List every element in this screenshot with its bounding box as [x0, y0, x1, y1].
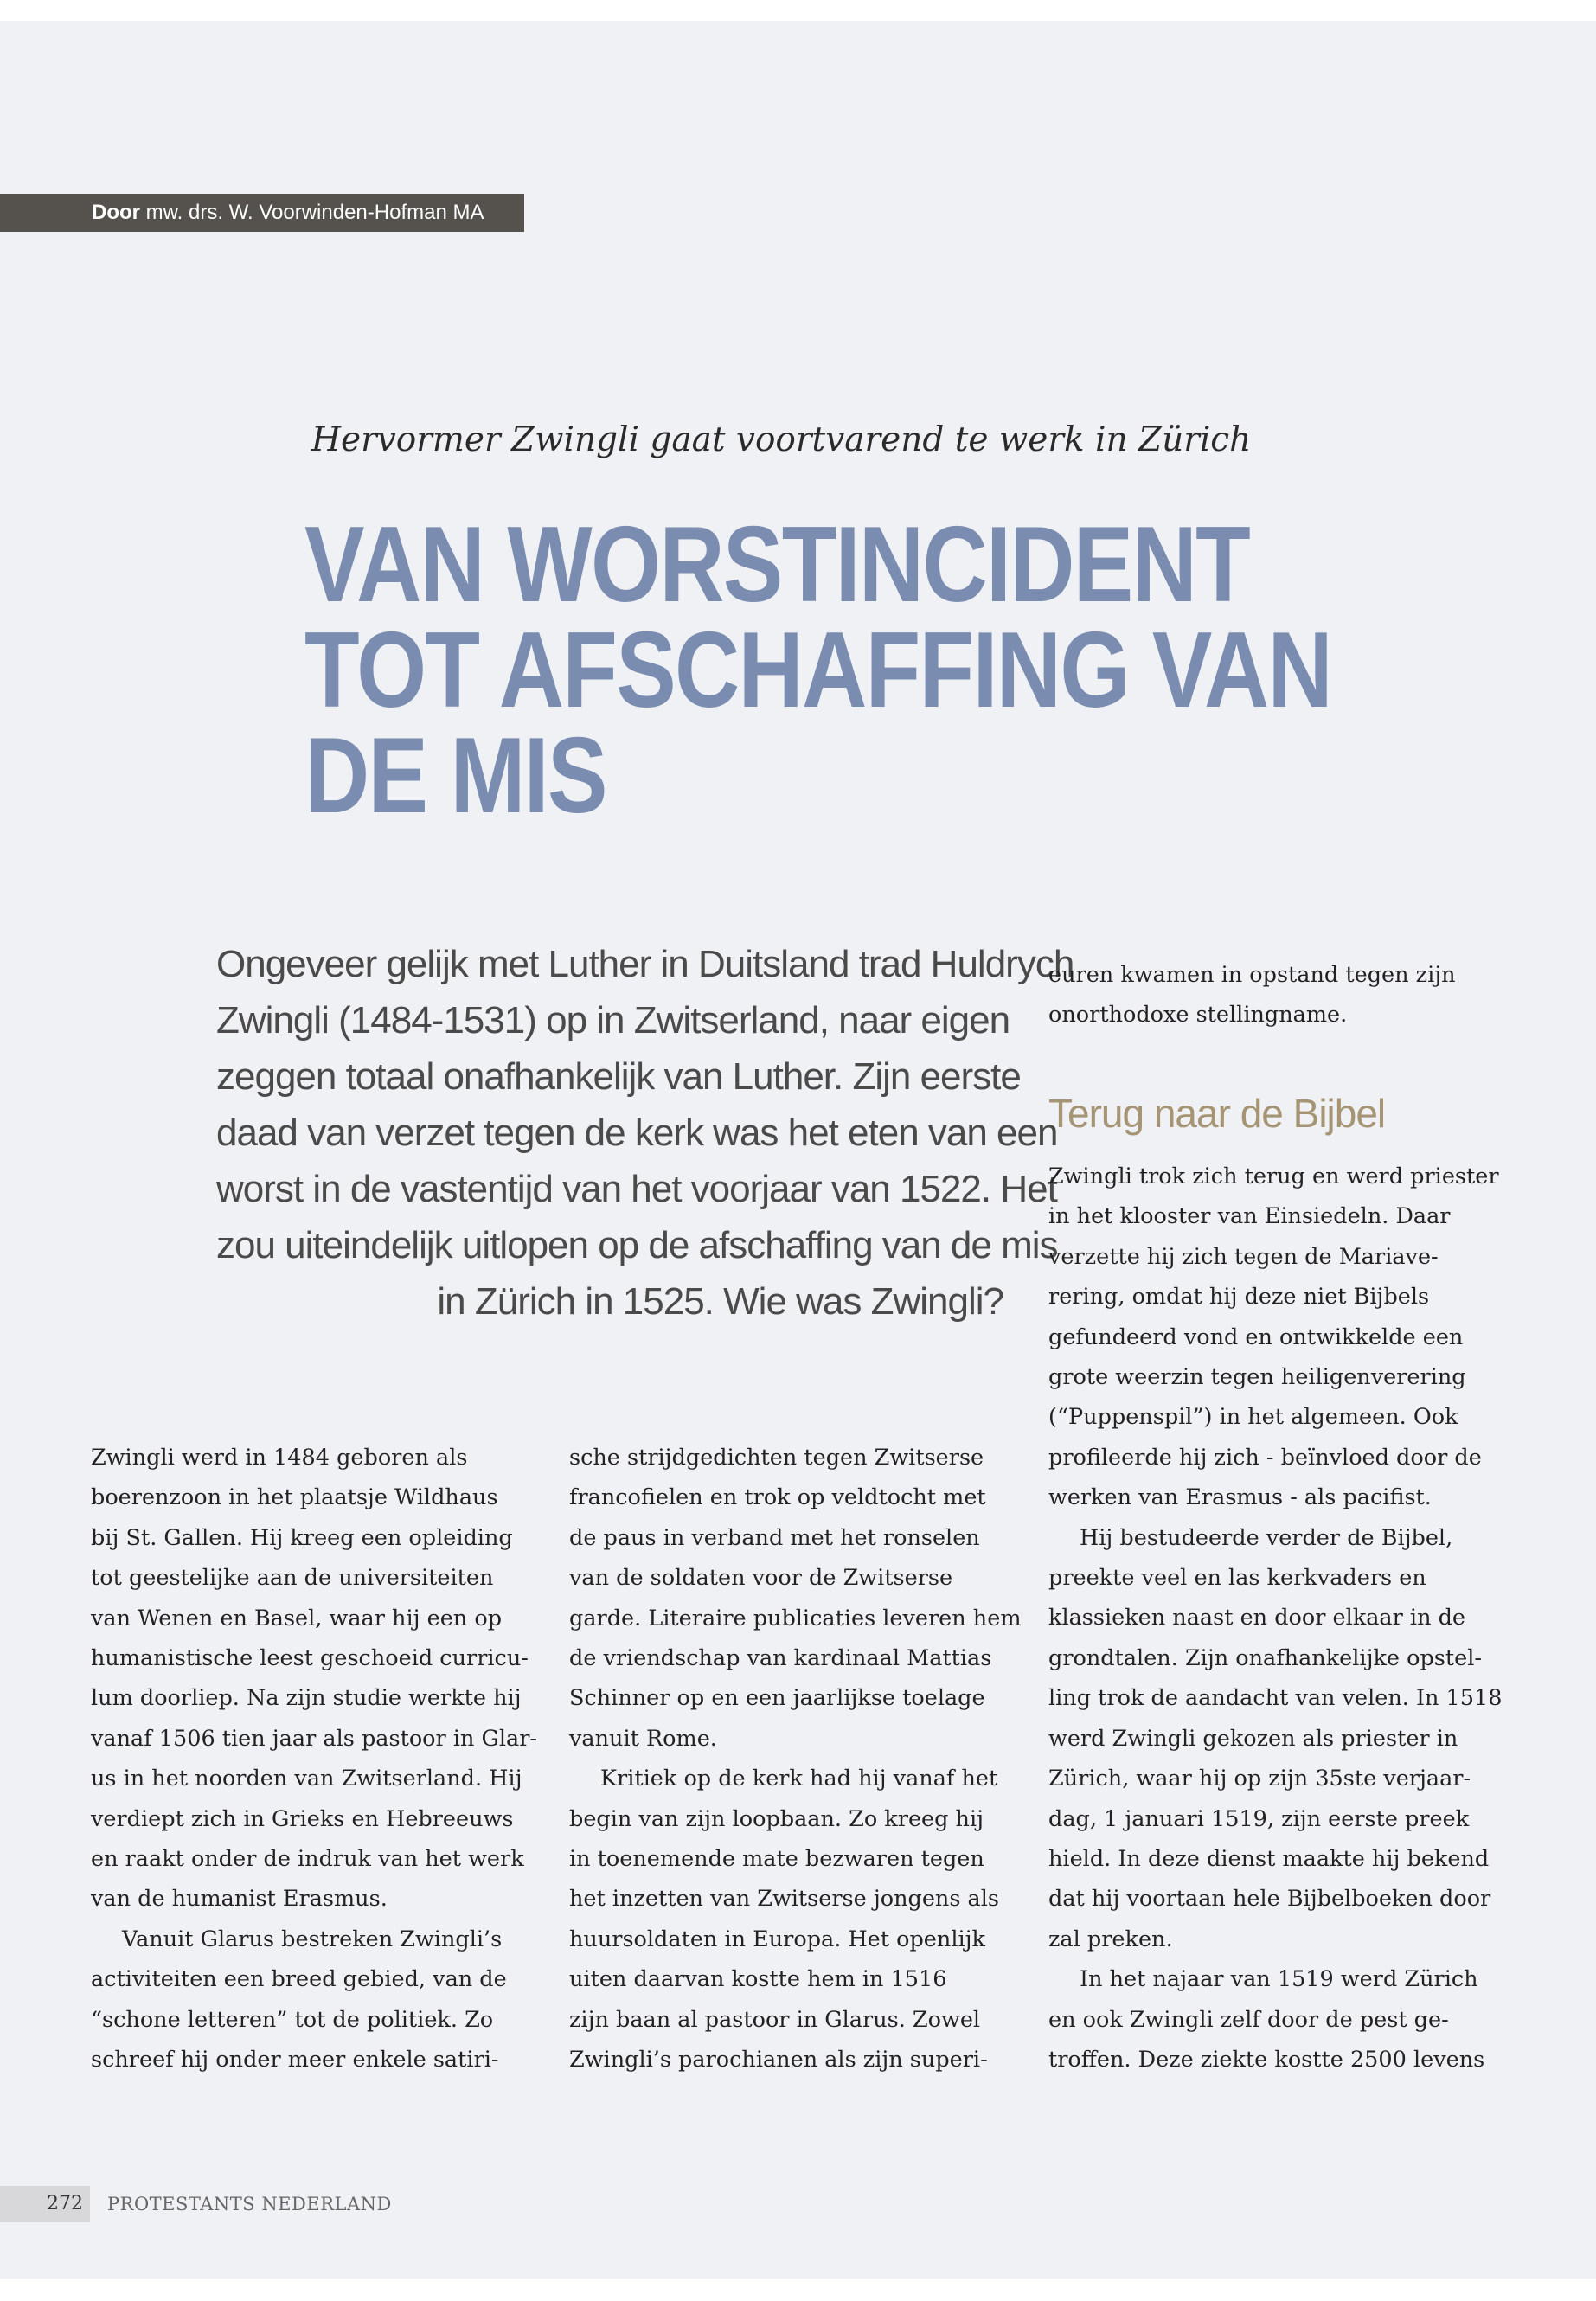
body-line: van Wenen en Basel, waar hij een op	[91, 1605, 503, 1631]
body-column-1	[91, 1438, 541, 2080]
body-column-3	[1048, 1157, 1503, 2080]
body-line: bij St. Gallen. Hij kreeg een opleiding	[91, 1524, 513, 1551]
body-line: “schone letteren” tot de politiek. Zo	[91, 2006, 494, 2033]
body-line: en raakt onder de indruk van het werk	[91, 1846, 524, 1873]
body-line: humanistische leest geschoeid curricu-	[91, 1645, 529, 1672]
body-line: van de humanist Erasmus.	[91, 1886, 388, 1913]
body-line: werken van Erasmus - als pacifist.	[1048, 1484, 1432, 1511]
body-line: dag, 1 januari 1519, zijn eerste preek	[1048, 1805, 1470, 1832]
body-line: zal preken.	[1048, 1926, 1173, 1952]
body-line: werd Zwingli gekozen als priester in	[1048, 1725, 1458, 1752]
body-line: tot geestelijke aan de universiteiten	[91, 1565, 494, 1592]
body-line: Vanuit Glarus bestreken Zwingli’s	[122, 1926, 503, 1952]
body-line: activiteiten een breed gebied, van de	[91, 1966, 507, 1993]
body-line: profileerde hij zich - beïnvloed door de	[1048, 1444, 1482, 1471]
section-subhead: Terug naar de Bijbel	[1048, 1091, 1386, 1136]
body-line: troffen. Deze ziekte kostte 2500 levens	[1048, 2046, 1485, 2073]
body-line: vanaf 1506 tien jaar als pastoor in Glar-	[91, 1725, 538, 1752]
intro-line: worst in de vastentijd van het voorjaar van 1522. Het	[216, 1168, 1057, 1210]
body-line: en ook Zwingli zelf door de pest ge-	[1048, 2006, 1449, 2033]
publication-name: PROTESTANTS NEDERLAND	[107, 2194, 392, 2214]
intro-line: zou uiteindelijk uitlopen op de afschaffing van de mis	[216, 1224, 1058, 1266]
body-line: Zürich, waar hij op zijn 35ste verjaar-	[1048, 1766, 1471, 1792]
body-line: hield. In deze dienst maakte hij bekend	[1048, 1845, 1490, 1872]
headline-line: DE MIS	[304, 716, 606, 836]
body-line: sche strijdgedichten tegen Zwitserse	[569, 1445, 984, 1471]
body-line: garde. Literaire publicaties leveren hem	[569, 1605, 1022, 1631]
body-line: verzette hij zich tegen de Mariave-	[1048, 1243, 1439, 1270]
body-line: preekte veel en las kerkvaders en	[1048, 1565, 1426, 1592]
byline-author: mw. drs. W. Voorwinden-Hofman MA	[145, 201, 484, 224]
body-line: schreef hij onder meer enkele satiri-	[91, 2047, 499, 2073]
body-line: het inzetten van Zwitserse jongens als	[569, 1886, 999, 1913]
body-line: grote weerzin tegen heiligenverering	[1048, 1364, 1466, 1391]
body-line: grondtalen. Zijn onafhankelijke opstel-	[1048, 1644, 1482, 1671]
body-line: van de soldaten voor de Zwitserse	[569, 1565, 953, 1592]
author-byline	[0, 194, 524, 232]
body-line: Kritiek op de kerk had hij vanaf het	[600, 1766, 998, 1792]
headline-line: VAN WORSTINCIDENT	[304, 505, 1250, 625]
body-line: onorthodoxe stellingname.	[1048, 1002, 1348, 1029]
body-line: vanuit Rome.	[569, 1725, 717, 1752]
body-line: uiten daarvan kostte hem in 1516	[569, 1966, 947, 1993]
body-line: In het najaar van 1519 werd Zürich	[1080, 1966, 1478, 1993]
body-line: dat hij voortaan hele Bijbelboeken door	[1048, 1886, 1491, 1913]
article-intro	[216, 936, 1074, 1330]
body-line: huursoldaten in Europa. Het openlijk	[569, 1926, 985, 1952]
body-line: zijn baan al pastoor in Glarus. Zowel	[569, 2006, 981, 2033]
body-line: de paus in verband met het ronselen	[569, 1524, 980, 1551]
body-line: in het klooster van Einsiedeln. Daar	[1048, 1203, 1451, 1230]
byline-label: Door	[92, 201, 140, 224]
body-line: Zwingli werd in 1484 geboren als	[91, 1445, 468, 1471]
body-column-2	[569, 1438, 1022, 2080]
body-line: klassieken naast en door elkaar in de	[1048, 1605, 1466, 1631]
body-line: ling trok de aandacht van velen. In 1518	[1048, 1685, 1503, 1712]
body-line: de vriendschap van kardinaal Mattias	[569, 1645, 992, 1672]
magazine-page	[0, 21, 1596, 2279]
body-line: Schinner op en een jaarlijkse toelage	[569, 1685, 985, 1712]
intro-line: zeggen totaal onafhankelijk van Luther. Zijn eerste	[216, 1055, 1021, 1098]
intro-line: Zwingli (1484-1531) op in Zwitserland, naar eigen	[216, 999, 1010, 1042]
article-kicker: Hervormer Zwingli gaat voortvarend te werk in Zürich	[311, 420, 1252, 459]
body-line: us in het noorden van Zwitserland. Hij	[91, 1766, 522, 1792]
body-line: verdiept zich in Grieks en Hebreeuws	[91, 1805, 514, 1832]
article-headline	[304, 505, 1332, 836]
body-line: Zwingli’s parochianen als zijn superi-	[569, 2047, 988, 2073]
body-line: gefundeerd vond en ontwikkelde een	[1048, 1324, 1464, 1350]
headline-line: TOT AFSCHAFFING VAN	[304, 611, 1332, 730]
body-column-3-top	[1048, 955, 1498, 1035]
body-line: boerenzoon in het plaatsje Wildhaus	[91, 1484, 498, 1511]
intro-line: Ongeveer gelijk met Luther in Duitsland trad Huldrych	[216, 943, 1074, 985]
body-line: rering, omdat hij deze niet Bijbels	[1048, 1284, 1430, 1311]
body-line: Hij bestudeerde verder de Bijbel,	[1080, 1524, 1453, 1551]
body-line: begin van zijn loopbaan. Zo kreeg hij	[569, 1805, 984, 1832]
body-line: Zwingli trok zich terug en werd priester	[1048, 1163, 1499, 1189]
body-line: (“Puppenspil”) in het algemeen. Ook	[1048, 1404, 1458, 1431]
page-number: 272	[0, 2186, 90, 2222]
intro-line: in Zürich in 1525. Wie was Zwingli?	[437, 1280, 1003, 1323]
body-line: in toenemende mate bezwaren tegen	[569, 1846, 984, 1873]
body-line: lum doorliep. Na zijn studie werkte hij	[91, 1685, 522, 1712]
body-line: euren kwamen in opstand tegen zijn	[1048, 962, 1456, 988]
body-line: francofielen en trok op veldtocht met	[569, 1484, 986, 1511]
intro-line: daad van verzet tegen de kerk was het eten van een	[216, 1112, 1058, 1154]
